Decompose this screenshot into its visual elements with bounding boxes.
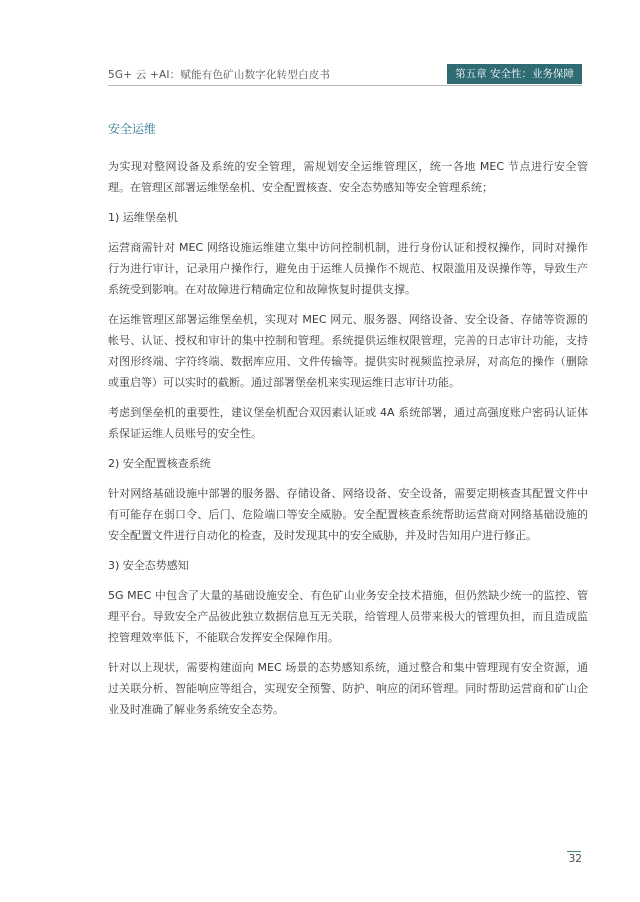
page-header (108, 64, 582, 84)
paragraph: 针对以上现状，需要构建面向 MEC 场景的态势感知系统，通过整合和集中管理现有安全资源，通过关联分析、智能响应等组合，实现安全预警、防护、响应的闭环管理。同时帮助运营商和矿山企业及时准确了解业务系统安全态势。 (108, 661, 588, 716)
paragraph: 考虑到堡垒机的重要性，建议堡垒机配合双因素认证或 4A 系统部署，通过高强度账户密码认证体系保证运维人员账号的安全性。 (108, 406, 588, 440)
subsection-heading-situation-awareness: 3) 安全态势感知 (108, 559, 189, 572)
page-number: 32 (568, 853, 582, 865)
paragraph: 针对网络基础设施中部署的服务器、存储设备、网络设备、安全设备，需要定期核查其配置文件中有可能存在弱口令、后门、危险端口等安全威胁。安全配置核查系统帮助运营商对网络基础设施的安全配置文件进行自动化的检查，及时发现其中的安全威胁，并及时告知用户进行修正。 (108, 487, 588, 542)
paragraph: 在运维管理区部署运维堡垒机，实现对 MEC 网元、服务器、网络设备、安全设备、存储等资源的帐号、认证、授权和审计的集中控制和管理。系统提供运维权限管理，完善的日志审计功能，支持对图形终端、字符终端、数据库应用、文件传输等。提供实时视频监控录屏，对高危的操作（删除或重启等）可以实时的截断。通过部署堡垒机来实现运维日志审计功能。 (108, 313, 588, 389)
subsection-heading-config-check: 2) 安全配置核查系统 (108, 457, 211, 470)
document-title: 5G+ 云 +AI：赋能有色矿山数字化转型白皮书 (108, 69, 331, 81)
subsection-heading-bastion: 1) 运维堡垒机 (108, 211, 178, 224)
paragraph: 5G MEC 中包含了大量的基础设施安全、有色矿山业务安全技术措施，但仍然缺少统一的监控、管理平台。导致安全产品彼此独立数据信息互无关联，给管理人员带来极大的管理负担，而且造成监控管理效率低下，不能联合发挥安全保障作用。 (108, 589, 588, 644)
chapter-badge: 第五章 安全性：业务保障 (447, 64, 582, 84)
header-divider (108, 85, 582, 86)
main-content (108, 120, 588, 729)
intro-paragraph: 为实现对整网设备及系统的安全管理，需规划安全运维管理区，统一各地 MEC 节点进行安全管理。在管理区部署运维堡垒机、安全配置核查、安全态势感知等安全管理系统； (108, 160, 588, 194)
section-title: 安全运维 (108, 122, 157, 136)
paragraph: 运营商需针对 MEC 网络设施运维建立集中访问控制机制，进行身份认证和授权操作，同时对操作行为进行审计，记录用户操作行，避免由于运维人员操作不规范、权限滥用及误操作等，导致生产系统受到影响。在对故障进行精确定位和故障恢复时提供支撑。 (108, 241, 588, 296)
footer-divider (567, 851, 581, 852)
